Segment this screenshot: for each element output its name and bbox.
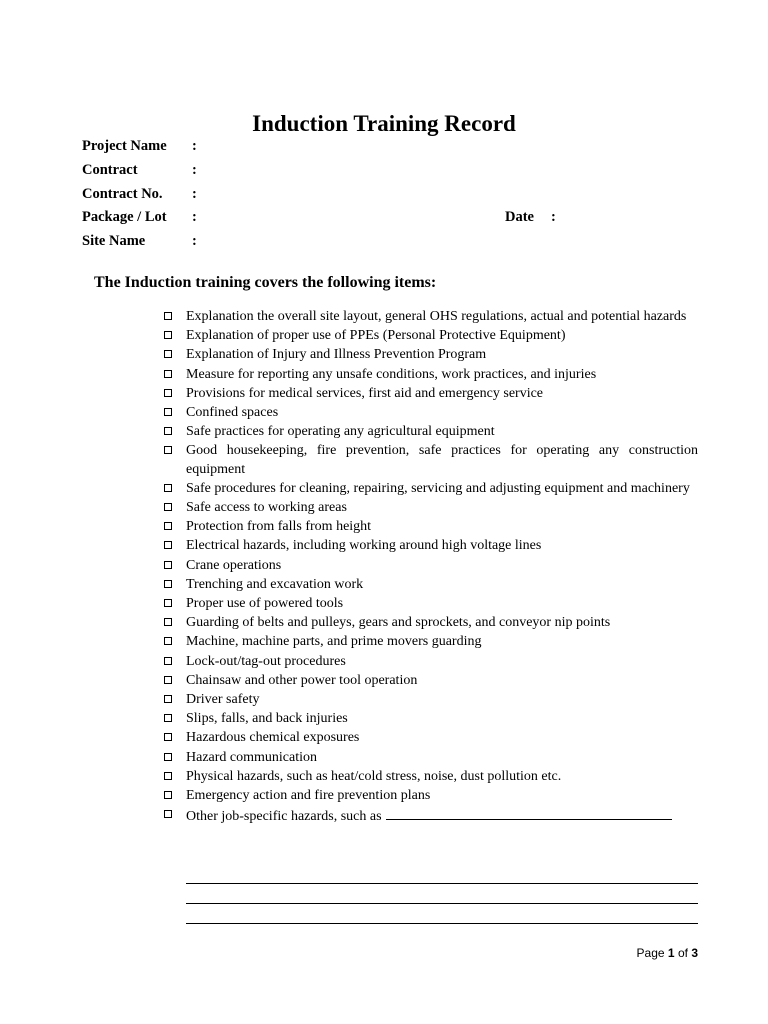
checkbox-icon[interactable] (164, 695, 172, 703)
checkbox-icon[interactable] (164, 772, 172, 780)
blank-line[interactable] (186, 904, 698, 924)
checklist-item (162, 557, 698, 575)
field-project-name (82, 136, 702, 160)
checklist-item-label: Crane operations (186, 557, 282, 573)
checklist-item-label: Good housekeeping, fire prevention, safe practices for operating any construction equipment (186, 443, 698, 477)
checkbox-icon[interactable] (164, 637, 172, 645)
checklist-item-label: Safe access to working areas (186, 500, 347, 516)
checklist-item (162, 423, 698, 441)
checklist-item-label: Proper use of powered tools (186, 596, 344, 612)
checkbox-icon[interactable] (164, 541, 172, 549)
checklist-item (162, 404, 698, 422)
checklist-item (162, 366, 698, 384)
checkbox-icon[interactable] (164, 676, 172, 684)
checkbox-icon[interactable] (164, 370, 172, 378)
checkbox-icon[interactable] (164, 427, 172, 435)
page-total: 3 (691, 946, 698, 960)
section-intro: The Induction training covers the following items: (94, 274, 437, 291)
page-current: 1 (667, 946, 675, 960)
blank-line[interactable] (186, 864, 698, 884)
checklist-item-label: Electrical hazards, including working around high voltage lines (186, 538, 542, 554)
checklist-item-label: Guarding of belts and pulleys, gears and sprockets, and conveyor nip points (186, 615, 611, 631)
checkbox-icon[interactable] (164, 484, 172, 492)
blank-lines (186, 864, 698, 924)
checkbox-icon[interactable] (164, 350, 172, 358)
field-date-colon: : (551, 209, 556, 226)
field-contract-no (82, 184, 702, 208)
checklist-item (162, 595, 698, 613)
checklist-item-label: Trenching and excavation work (186, 576, 364, 592)
checklist-item-label: Chainsaw and other power tool operation (186, 672, 418, 688)
field-label: Project Name (82, 138, 167, 154)
field-label: Package / Lot (82, 209, 167, 226)
checklist-item-label: Hazardous chemical exposures (186, 730, 360, 746)
checklist-item (162, 385, 698, 403)
field-colon: : (192, 161, 197, 178)
checklist-item-label: Slips, falls, and back injuries (186, 711, 348, 727)
checklist-item-label: Hazard communication (186, 749, 318, 765)
field-colon: : (192, 233, 197, 249)
checklist-item-label: Machine, machine parts, and prime movers guarding (186, 634, 482, 650)
page-of-word: of (677, 946, 688, 960)
header-fields (82, 136, 702, 255)
field-colon: : (192, 209, 197, 226)
field-colon: : (192, 185, 197, 202)
field-site-name (82, 231, 702, 255)
checklist-item-label: Provisions for medical services, first aid and emergency service (186, 385, 544, 401)
document-title: Induction Training Record (252, 111, 516, 136)
field-label: Contract (82, 161, 138, 178)
checklist-item (162, 633, 698, 651)
checklist-item-label: Explanation of Injury and Illness Prevention Program (186, 347, 487, 363)
checklist-item (162, 327, 698, 345)
checklist-item (162, 691, 698, 709)
checklist-item-label: Protection from falls from height (186, 519, 372, 535)
checklist-item (162, 576, 698, 594)
checklist-item (162, 346, 698, 364)
checkbox-icon[interactable] (164, 618, 172, 626)
field-label: Contract No. (82, 185, 163, 202)
blank-line[interactable] (186, 884, 698, 904)
checklist-item-label: Driver safety (186, 692, 260, 708)
checkbox-icon[interactable] (164, 714, 172, 722)
checkbox-icon[interactable] (164, 446, 172, 454)
checklist-item (162, 729, 698, 747)
checklist-item-label: Measure for reporting any unsafe conditions, work practices, and injuries (186, 366, 597, 382)
field-colon: : (192, 138, 197, 154)
checklist-item (162, 749, 698, 767)
checkbox-icon[interactable] (164, 753, 172, 761)
page-word: Page (636, 946, 665, 960)
field-label: Site Name (82, 233, 146, 249)
checklist-item-label: Confined spaces (186, 405, 279, 421)
checklist-item (162, 442, 698, 478)
checkbox-icon[interactable] (164, 580, 172, 588)
checklist-item-label: Emergency action and fire prevention plans (186, 788, 431, 804)
checkbox-icon[interactable] (164, 312, 172, 320)
checklist-item-label: Other job-specific hazards, such as (186, 809, 382, 825)
field-package-lot (82, 207, 702, 231)
checkbox-icon[interactable] (164, 503, 172, 511)
checklist-item (162, 653, 698, 671)
checklist-item-label: Explanation of proper use of PPEs (Personal Protective Equipment) (186, 328, 566, 344)
checkbox-icon[interactable] (164, 791, 172, 799)
checklist-item (162, 499, 698, 517)
checklist-item (162, 672, 698, 690)
checklist-item-label: Safe procedures for cleaning, repairing, servicing and adjusting equipment and machinery (186, 480, 690, 496)
checklist-item (162, 614, 698, 632)
checkbox-icon[interactable] (164, 331, 172, 339)
checkbox-icon[interactable] (164, 810, 172, 818)
checklist-item (162, 308, 698, 326)
checklist-item (162, 787, 698, 805)
checkbox-icon[interactable] (164, 657, 172, 665)
checklist-item (162, 768, 698, 786)
training-items-list (162, 308, 698, 827)
checklist-item (162, 710, 698, 728)
checklist-item-label: Lock-out/tag-out procedures (186, 653, 346, 669)
checkbox-icon[interactable] (164, 599, 172, 607)
checkbox-icon[interactable] (164, 389, 172, 397)
checklist-item (162, 518, 698, 536)
checklist-item-label: Safe practices for operating any agricultural equipment (186, 424, 495, 440)
fill-in-line[interactable] (386, 806, 672, 820)
checklist-item-label: Physical hazards, such as heat/cold stress, noise, dust pollution etc. (186, 768, 562, 784)
checklist-item (162, 480, 698, 498)
field-contract (82, 160, 702, 184)
checklist-item-other (162, 806, 698, 826)
field-date-label: Date (505, 209, 534, 226)
checkbox-icon[interactable] (164, 561, 172, 569)
checkbox-icon[interactable] (164, 522, 172, 530)
checklist-item (162, 537, 698, 555)
checklist-item-label: Explanation the overall site layout, general OHS regulations, actual and potential hazards (186, 309, 687, 324)
page-footer (637, 946, 698, 960)
checkbox-icon[interactable] (164, 408, 172, 416)
checkbox-icon[interactable] (164, 733, 172, 741)
